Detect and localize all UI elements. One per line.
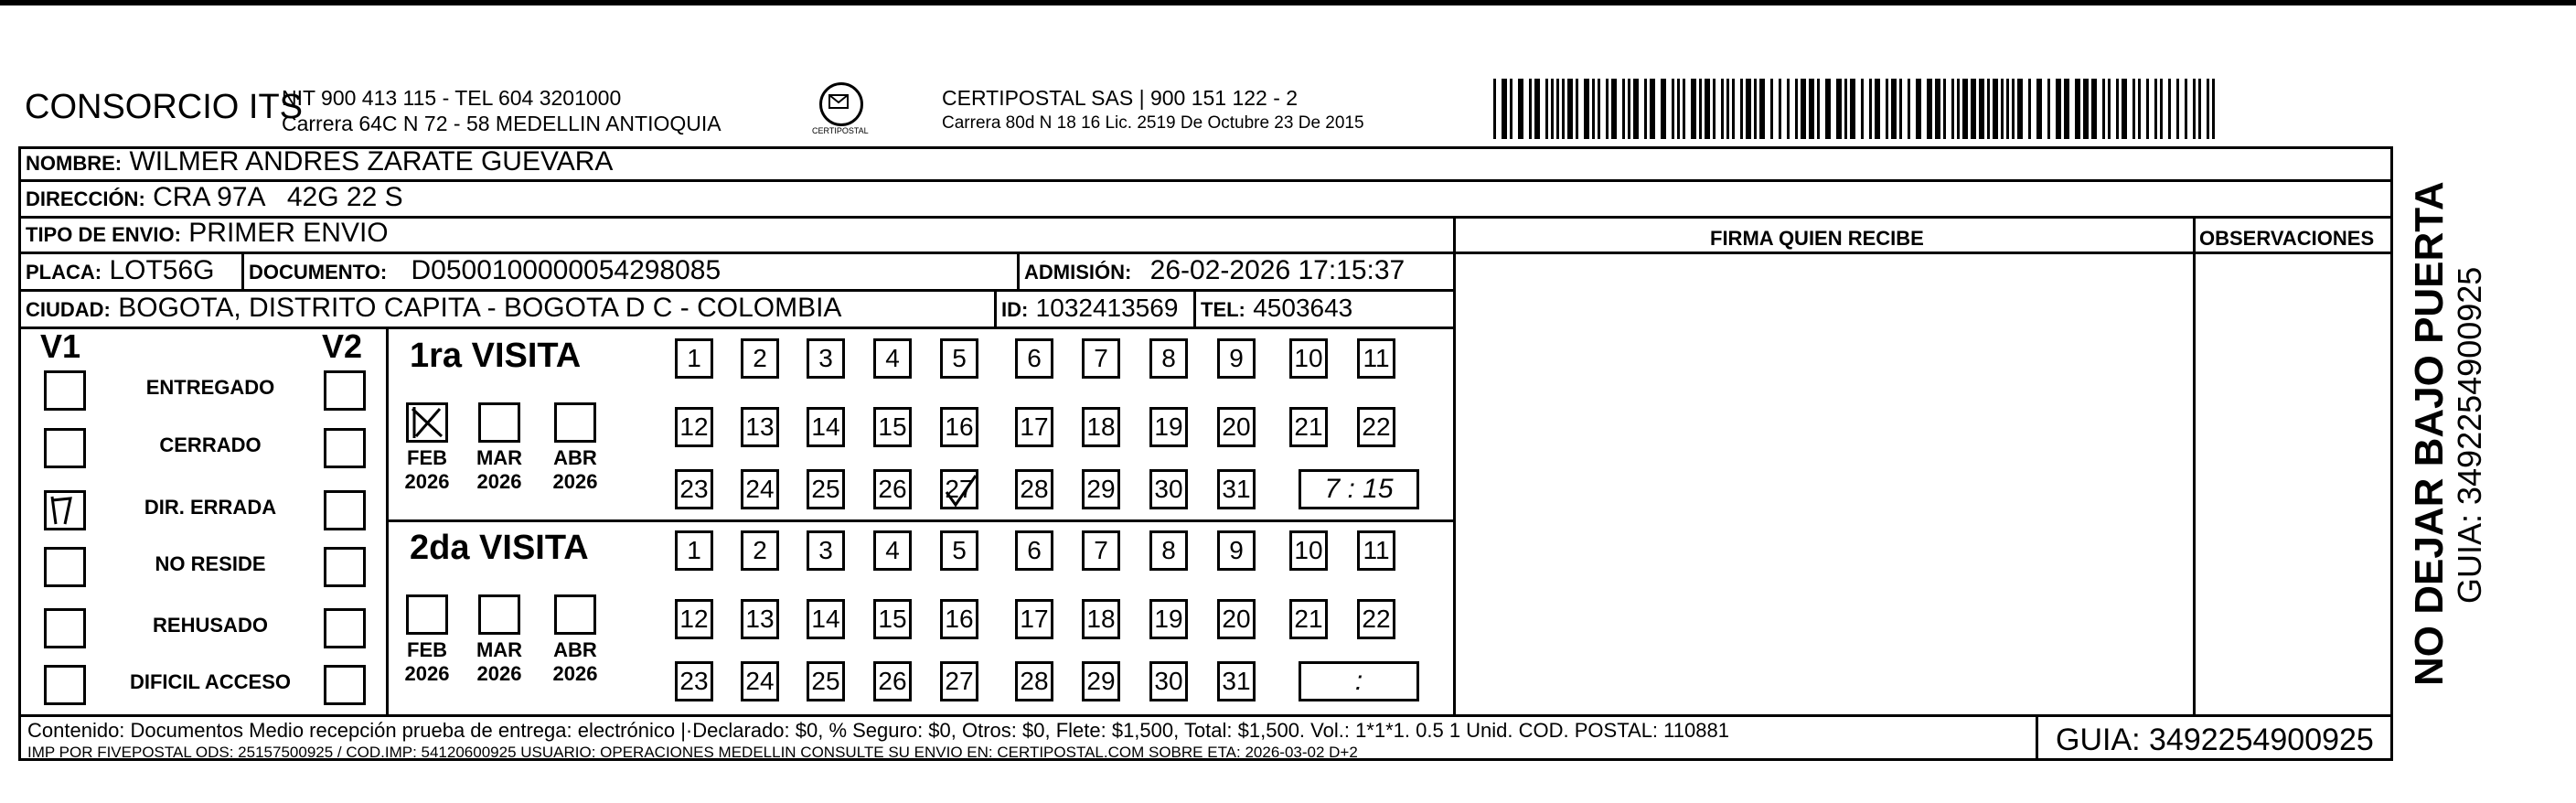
envelope-icon [822,85,855,118]
month-label [549,446,602,494]
direccion-label: DIRECCIÓN: [26,187,145,210]
certipostal-info [942,85,1364,136]
nombre-row [26,146,613,177]
nit-line: NIT 900 413 115 - TEL 604 3201000 [282,86,622,110]
day-box[interactable]: 30 [1149,469,1188,509]
tel-row [1201,293,1352,324]
day-box[interactable]: 1 [675,530,713,571]
status-option-label: DIFICIL ACCESO [129,670,291,693]
company-name: CONSORCIO ITS [25,88,304,126]
day-box[interactable]: 30 [1149,661,1188,701]
day-box[interactable]: 14 [807,599,845,639]
v2-checkbox[interactable] [324,428,366,468]
rule [1017,252,1020,290]
month-label [401,638,454,686]
direccion-value: CRA 97A 42G 22 S [153,182,403,212]
month-name: MAR [476,446,523,469]
handwritten-x-icon [409,405,445,440]
ciudad-row [26,293,841,324]
day-box[interactable]: 5 [940,338,978,379]
v1-checkbox[interactable] [44,428,86,468]
day-box[interactable]: 23 [675,469,713,509]
day-box[interactable]: 24 [741,469,779,509]
month-label [473,446,526,494]
rule [18,252,2393,254]
v1-checkbox[interactable] [44,665,86,705]
day-box[interactable]: 9 [1217,338,1256,379]
month-name: FEB [407,638,447,661]
v2-checkbox[interactable] [324,370,366,411]
logo-text: CERTIPOSTAL [812,126,869,135]
day-box[interactable]: 19 [1149,407,1188,447]
day-box[interactable]: 29 [1082,661,1120,701]
day-box[interactable]: 17 [1015,599,1053,639]
top-border [0,0,2576,5]
firma-header: FIRMA QUIEN RECIBE [1710,227,1924,250]
rule [386,327,389,717]
time-field[interactable]: : [1299,661,1419,701]
month-year: 2026 [404,470,450,493]
day-box[interactable]: 15 [873,599,912,639]
direccion-row [26,182,403,213]
day-box[interactable]: 21 [1289,407,1328,447]
day-box[interactable]: 28 [1015,469,1053,509]
month-year: 2026 [476,662,522,685]
v2-checkbox[interactable] [324,665,366,705]
day-box[interactable]: 13 [741,599,779,639]
day-box[interactable]: 16 [940,599,978,639]
documento-row [249,255,721,286]
month-year: 2026 [476,470,522,493]
day-box[interactable]: 4 [873,338,912,379]
day-box[interactable]: 12 [675,599,713,639]
v1-checkbox[interactable] [44,608,86,648]
day-box[interactable]: 10 [1289,530,1328,571]
tel-value: 4503643 [1253,294,1353,322]
day-box[interactable]: 12 [675,407,713,447]
month-year: 2026 [552,470,598,493]
v1-checkbox[interactable] [44,490,86,530]
rule [241,252,244,290]
status-option-label: ENTREGADO [145,376,275,399]
day-box[interactable]: 20 [1217,407,1256,447]
placa-row [26,255,215,286]
side-guia: GUIA: 3492254900925 [2451,266,2488,604]
nombre-label: NOMBRE: [26,152,123,175]
day-box[interactable]: 22 [1357,599,1395,639]
rule [1453,216,1456,717]
day-box[interactable]: 2 [741,530,779,571]
id-value: 1032413569 [1035,294,1179,322]
day-box[interactable]: 6 [1015,338,1053,379]
day-box[interactable]: 16 [940,407,978,447]
rule [18,289,1456,292]
barcode [1493,79,2223,139]
status-option-label: NO RESIDE [155,552,266,575]
day-box[interactable]: 19 [1149,599,1188,639]
month-name: FEB [407,446,447,469]
month-checkbox[interactable] [406,594,448,635]
month-checkbox[interactable] [554,402,596,443]
day-box[interactable]: 10 [1289,338,1328,379]
day-box[interactable]: 17 [1015,407,1053,447]
rule [1193,289,1196,327]
tel-label: TEL: [1201,298,1245,321]
rule [386,519,1456,522]
day-box[interactable]: 14 [807,407,845,447]
rule [994,289,997,327]
month-checkbox[interactable] [554,594,596,635]
day-box[interactable]: 26 [873,661,912,701]
day-box[interactable]: 21 [1289,599,1328,639]
id-label: ID: [1001,298,1029,321]
day-box[interactable]: 5 [940,530,978,571]
month-checkbox[interactable] [406,402,448,443]
day-box[interactable]: 3 [807,338,845,379]
month-name: MAR [476,638,523,661]
day-box[interactable]: 8 [1149,530,1188,571]
day-box[interactable]: 13 [741,407,779,447]
day-box[interactable]: 24 [741,661,779,701]
status-option-label: DIR. ERRADA [144,496,277,519]
day-box[interactable]: 11 [1357,338,1395,379]
visit-title: 1ra VISITA [410,337,582,375]
day-box[interactable]: 1 [675,338,713,379]
day-box[interactable]: 6 [1015,530,1053,571]
day-box[interactable]: 7 [1082,338,1120,379]
day-box[interactable]: 15 [873,407,912,447]
documento-value: D0500100000054298085 [411,255,721,285]
v2-checkbox[interactable] [324,547,366,587]
day-box[interactable]: 8 [1149,338,1188,379]
day-box[interactable] [940,469,978,509]
observaciones-header: OBSERVACIONES [2199,227,2375,250]
ciudad-value: BOGOTA, DISTRITO CAPITA - BOGOTA D C - COLOMBIA [118,293,842,323]
rule [2193,216,2196,717]
status-option-label: REHUSADO [153,614,268,637]
day-box[interactable]: 4 [873,530,912,571]
v2-checkbox[interactable] [324,490,366,530]
day-box[interactable]: 18 [1082,407,1120,447]
tipo-value: PRIMER ENVIO [188,218,389,248]
v1-header: V1 [40,327,81,365]
day-box[interactable]: 9 [1217,530,1256,571]
day-box[interactable]: 27 [940,661,978,701]
placa-value: LOT56G [109,255,215,285]
month-label [401,446,454,494]
status-option-label: CERRADO [159,434,262,456]
company-info [282,85,721,136]
certipostal-logo-icon [819,82,863,126]
id-row [1001,293,1178,324]
rule [2390,146,2393,761]
day-box[interactable]: 23 [675,661,713,701]
v2-header: V2 [322,327,363,365]
month-checkbox[interactable] [478,402,520,443]
admision-value: 26-02-2026 17:15:37 [1149,255,1406,285]
documento-label: DOCUMENTO: [249,261,388,284]
month-name: ABR [553,638,597,661]
address-line: Carrera 64C N 72 - 58 MEDELLIN ANTIOQUIA [282,112,721,135]
footer-guia: GUIA: 3492254900925 [2056,723,2374,757]
day-box[interactable]: 28 [1015,661,1053,701]
day-box[interactable]: 29 [1082,469,1120,509]
month-year: 2026 [404,662,450,685]
month-label [549,638,602,686]
month-checkbox[interactable] [478,594,520,635]
day-box[interactable]: 20 [1217,599,1256,639]
month-label [473,638,526,686]
side-warning: NO DEJAR BAJO PUERTA [2407,181,2452,686]
nombre-value: WILMER ANDRES ZARATE GUEVARA [129,146,614,177]
day-box[interactable]: 25 [807,661,845,701]
rule [2036,714,2038,761]
tipo-label: TIPO DE ENVIO: [26,223,181,246]
day-box[interactable]: 7 [1082,530,1120,571]
handwritten-mark-icon [47,493,83,528]
certi-line2: Carrera 80d N 18 16 Lic. 2519 De Octubre 23 De 2015 [942,113,1364,133]
tipo-row [26,218,389,249]
placa-label: PLACA: [26,261,102,284]
v2-checkbox[interactable] [324,608,366,648]
admision-row [1024,255,1405,286]
day-number: 27 [945,475,974,503]
day-box[interactable]: 18 [1082,599,1120,639]
day-box[interactable]: 2 [741,338,779,379]
day-box[interactable]: 25 [807,469,845,509]
admision-label: ADMISIÓN: [1024,261,1132,284]
ciudad-label: CIUDAD: [26,298,111,321]
day-box[interactable]: 26 [873,469,912,509]
day-box[interactable]: 31 [1217,661,1256,701]
day-box[interactable]: 3 [807,530,845,571]
footer-imp: IMP POR FIVEPOSTAL ODS: 25157500925 / COD.IMP: 54120600925 USUARIO: OPERACIONES MEDELLIN CONSULTE SU ENVIO EN: CERTIPOSTAL.COM SOBRE ETA: 2026-03-02 D+2 [27,744,1358,761]
visit-title: 2da VISITA [410,529,589,567]
day-box[interactable]: 22 [1357,407,1395,447]
footer-contenido: Contenido: Documentos Medio recepción prueba de entrega: electrónico |·Declarado: $0, % Seguro: $0, Otros: $0, Flete: $1,500, Total: $1,500. Vol.: 1*1*1. 0.5 1 Unid. COD. POSTAL: 110881 [27,719,1729,742]
v1-checkbox[interactable] [44,547,86,587]
month-name: ABR [553,446,597,469]
time-field[interactable]: 7 : 15 [1299,469,1419,509]
certi-line1: CERTIPOSTAL SAS | 900 151 122 - 2 [942,86,1299,110]
day-box[interactable]: 31 [1217,469,1256,509]
day-box[interactable]: 11 [1357,530,1395,571]
rule [18,327,1456,329]
month-year: 2026 [552,662,598,685]
v1-checkbox[interactable] [44,370,86,411]
